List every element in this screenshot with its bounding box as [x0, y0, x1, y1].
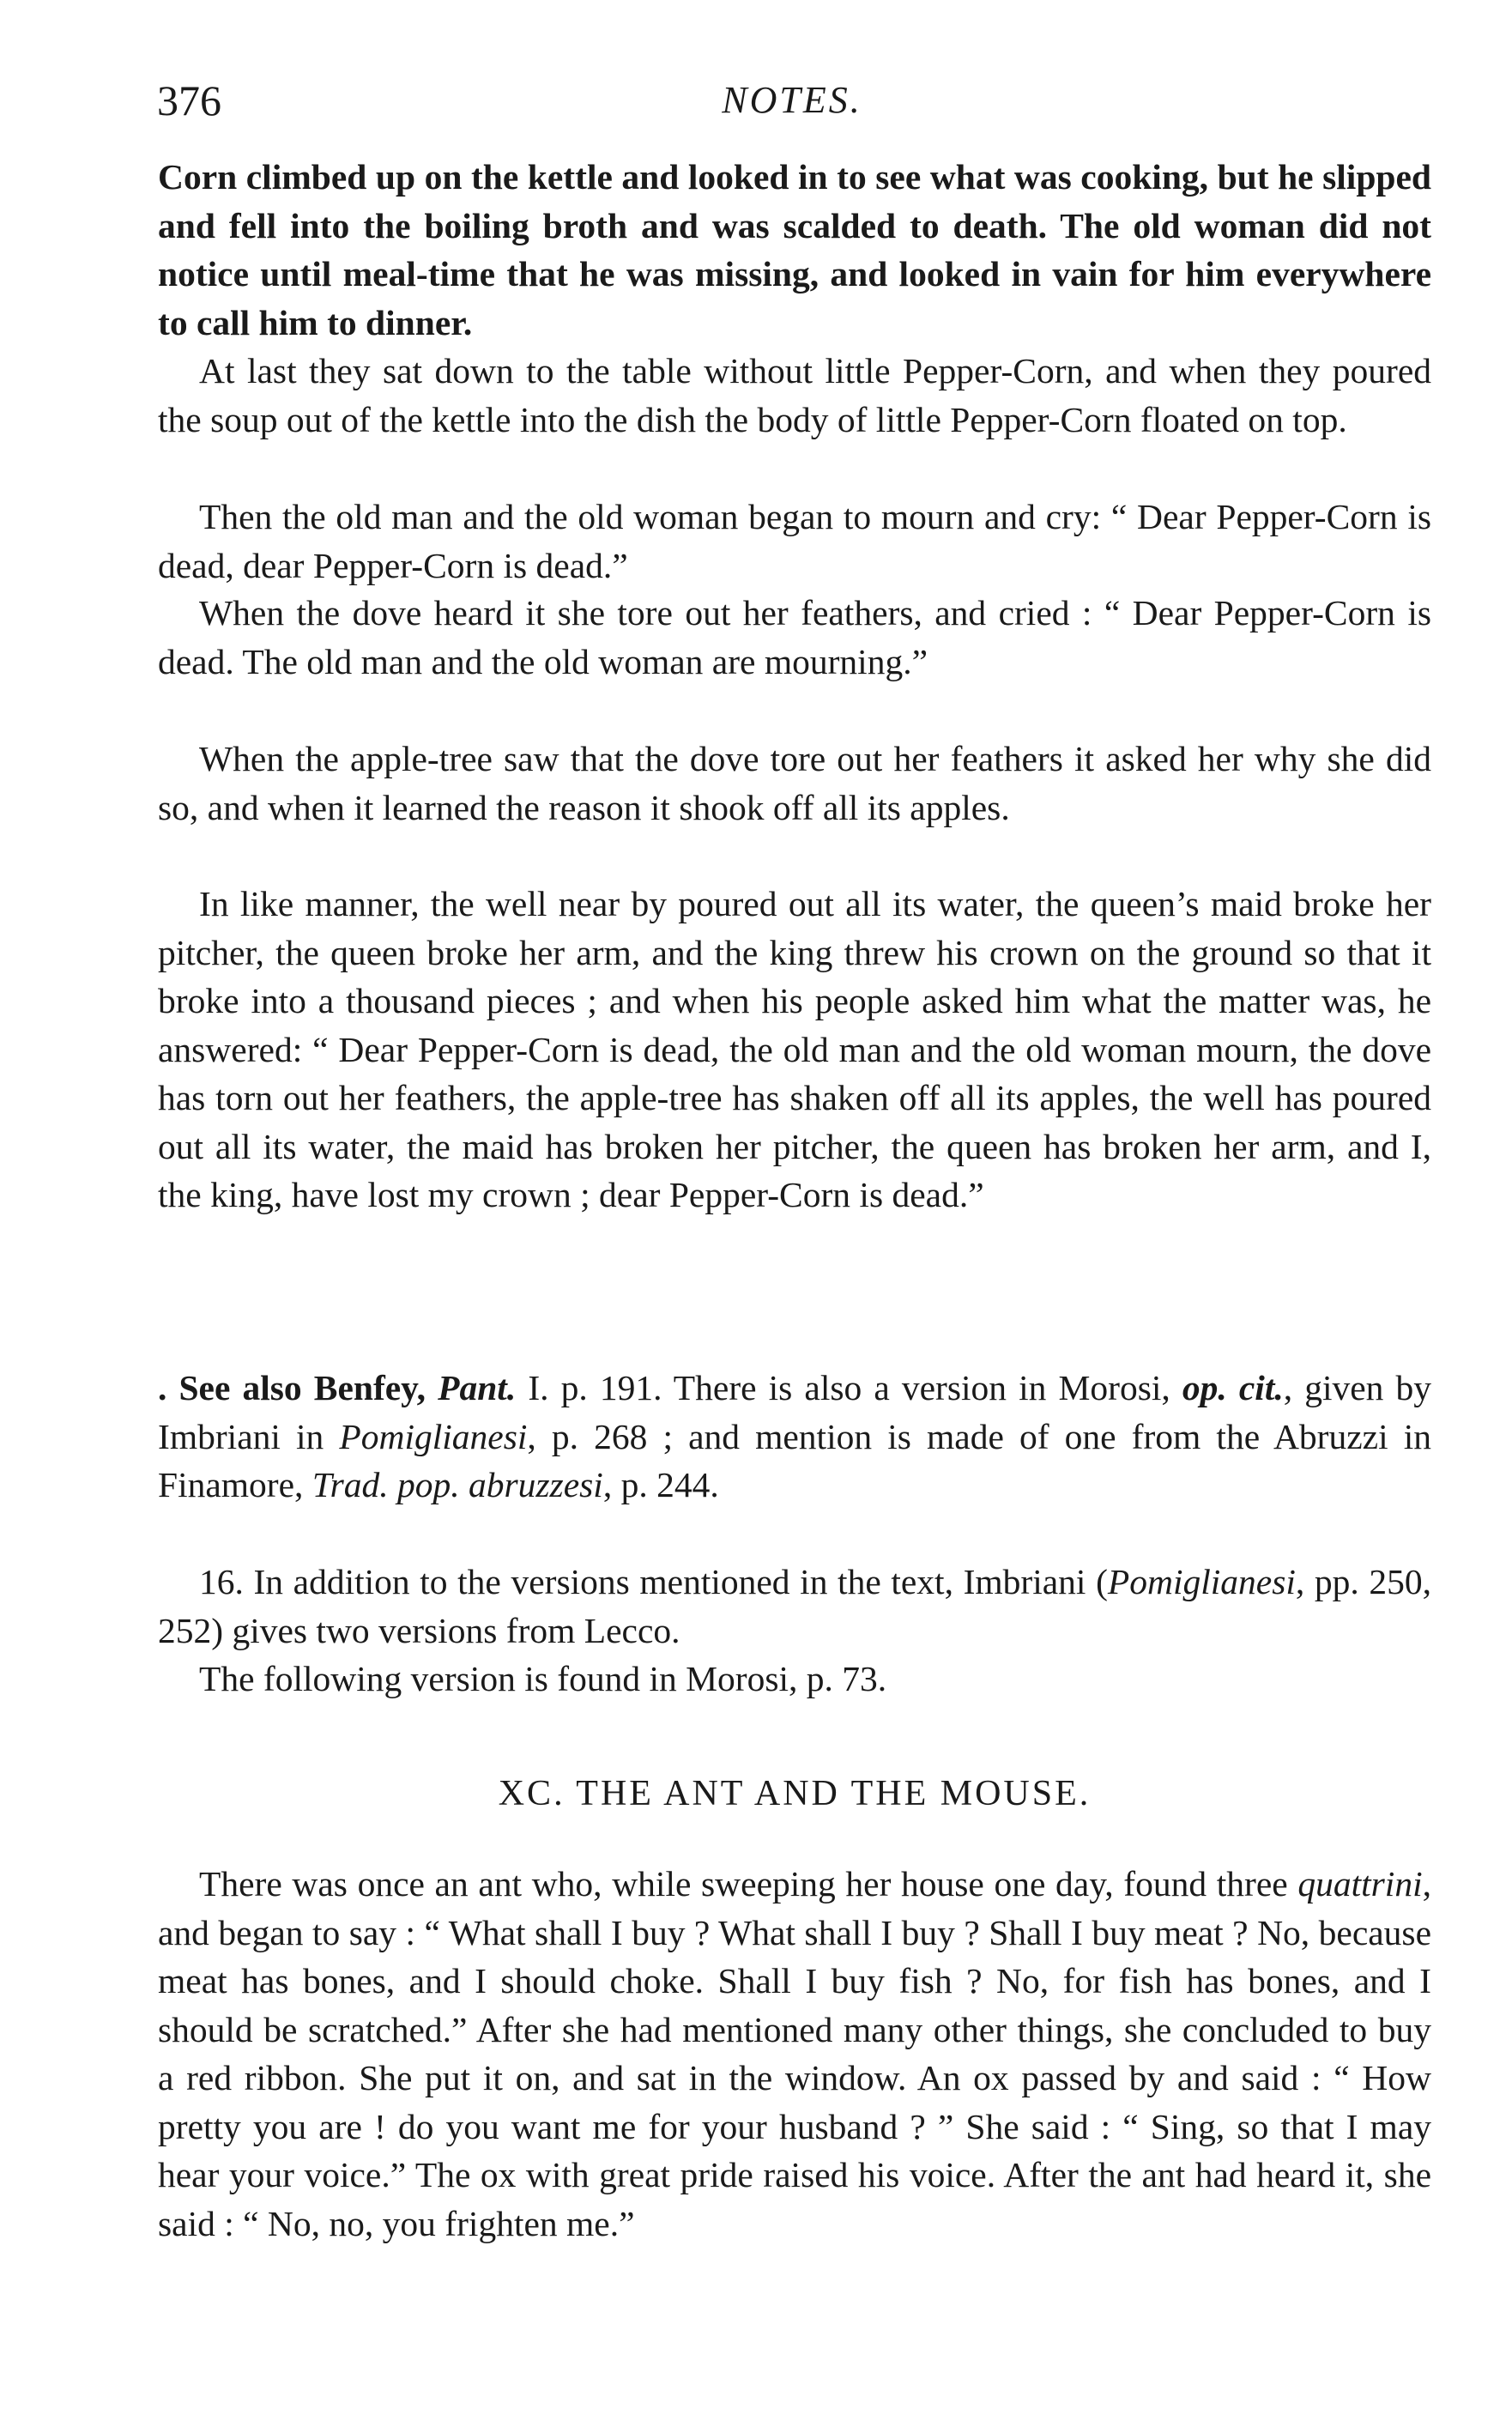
story-paragraph-5: When the apple-tree saw that the dove tore out her feathers it asked her why she did so, and when it learned the reason it shook off all its apples. — [158, 739, 1431, 827]
section-italic: quattrini — [1297, 1864, 1423, 1904]
note-italic: Trad. pop. abruzzesi — [311, 1465, 603, 1504]
section-text: There was once an ant who, while sweeping her house one day, found three — [199, 1864, 1298, 1904]
note-italic: Pomiglianesi — [1107, 1562, 1296, 1601]
story-paragraph-1: Corn climbed up on the kettle and looked in to see what was cooking, but he slipped and fell into the boiling broth and was scalded to death. The old woman did not notice until meal-time that he was missing, and looked in vain for him everywhere to call him to dinner. — [158, 157, 1431, 342]
note-text: , p. 268 ; and mention is made of one from the Abruzzi in Finamore, — [158, 1416, 1431, 1504]
note-text: . See also Benfey, — [158, 1368, 438, 1407]
section-text: , and began to say : “ What shall I buy ? What shall I buy ? Shall I buy meat ? No, because meat has bones, and I should choke. Shall I buy fish ? No, for fish has bones, and I should be scratched.” After she had mentioned many other things, she concluded to buy a red ribbon. She put it on, and sat in the window. An ox passed by and said : “ How pretty you are ! do you want me for your husband ? ” She said : “ Sing, so that I may hear your voice.” The ox with great pride raised his voice. After the ant had heard it, she said : “ No, no, you frighten me.” — [158, 1864, 1431, 2243]
note-text: , p. 244. — [602, 1465, 719, 1504]
story-paragraph-4: When the dove heard it she tore out her feathers, and cried : “ Dear Pepper-Corn is dead. The old man and the old woman are mourning.” — [158, 593, 1431, 681]
running-head: NOTES. — [722, 79, 862, 121]
note-italic: op. cit. — [1182, 1368, 1284, 1407]
story-paragraph-3: Then the old man and the old woman began to mourn and cry: “ Dear Pepper-Corn is dead, dear Pepper-Corn is dead.” — [158, 497, 1431, 585]
story-paragraph-6: In like manner, the well near by poured out all its water, the queen’s maid broke her pitcher, the queen broke her arm, and the king threw his crown on the ground so that it broke into a thousand pieces ; and when his people asked him what the matter was, he answered: “ Dear Pepper-Corn is dead, the old man and the old woman mourn, the dove has torn out her feathers, the apple-tree has shaken off all its apples, the well has poured out all its water, the maid has broken her pitcher, the queen has broken her arm, and I, the king, have lost my crown ; dear Pepper-Corn is dead.” — [158, 884, 1431, 1214]
note-morosi: The following version is found in Morosi, p. 73. — [199, 1659, 887, 1698]
page-header — [157, 70, 1427, 130]
note-text: 16. In addition to the versions mentioned in the text, Imbriani ( — [199, 1562, 1108, 1601]
note-italic: Pant. — [438, 1368, 517, 1407]
note-benfey — [158, 1364, 1431, 1510]
note-text: I. p. 191. There is also a version in Morosi, — [516, 1368, 1182, 1407]
section-heading: XC. THE ANT AND THE MOUSE. — [498, 1774, 1092, 1813]
note-text: , pp. 250, 252) gives two versions from Lecco. — [158, 1562, 1431, 1650]
note-italic: Pomiglianesi — [339, 1416, 528, 1456]
page-number: 376 — [157, 76, 221, 124]
note-text: , given by Imbriani in — [158, 1368, 1432, 1456]
section-paragraph-1 — [158, 1860, 1431, 2248]
note-16 — [158, 1558, 1431, 1655]
story-paragraph-2: At last they sat down to the table without little Pepper-Corn, and when they poured the soup out of the kettle into the dish the body of little Pepper-Corn floated on top. — [158, 351, 1431, 439]
